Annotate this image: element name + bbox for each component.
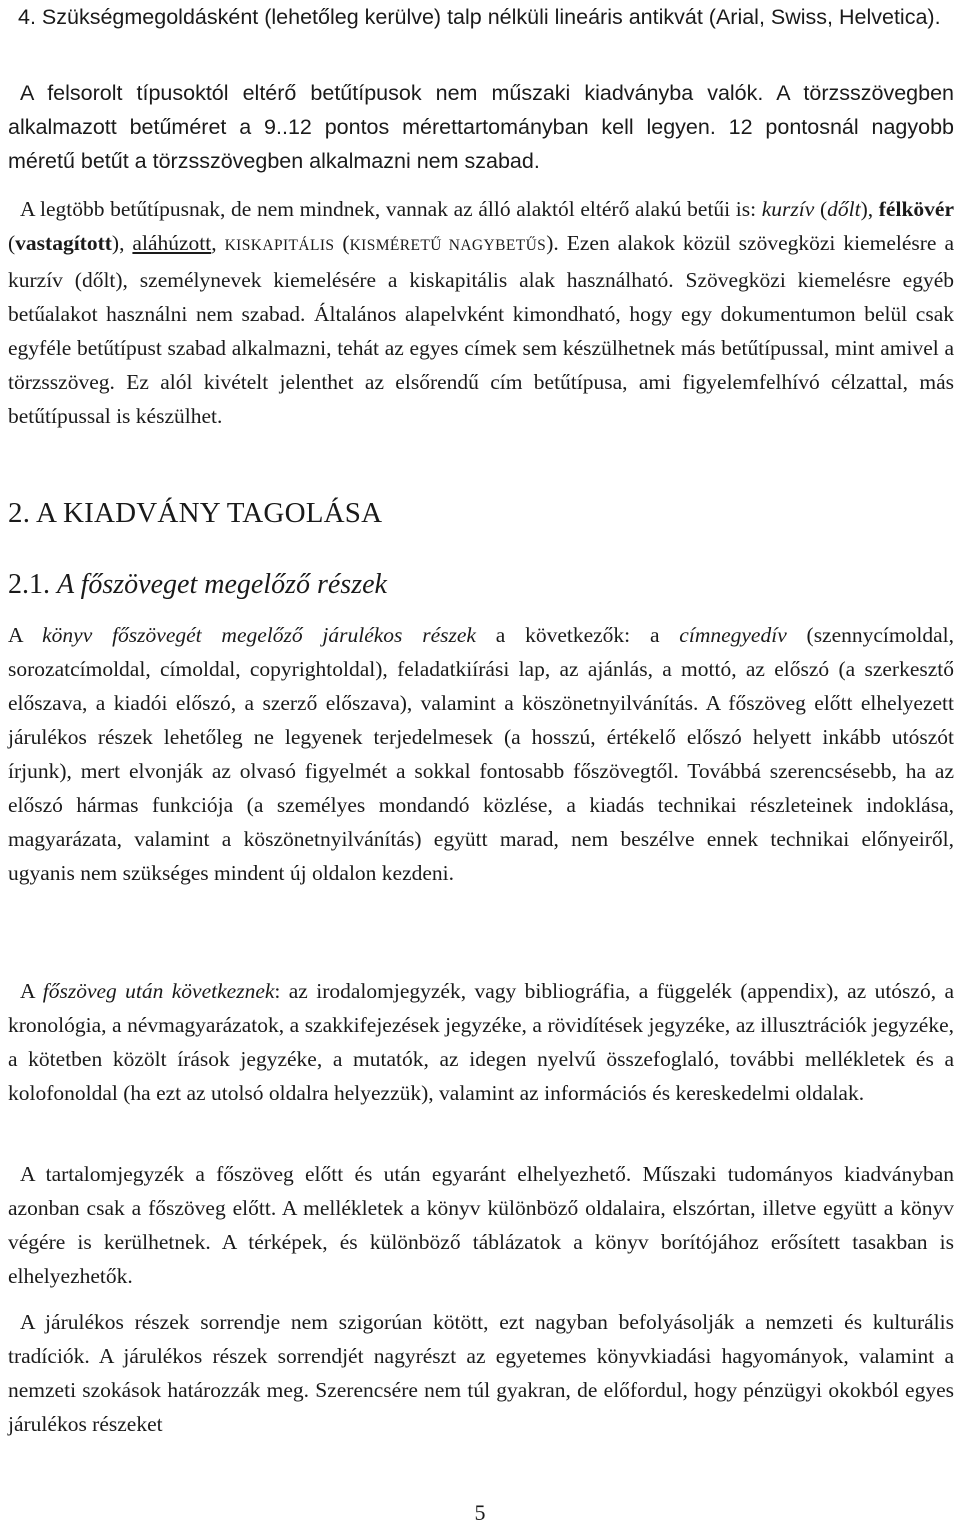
smallcaps-sample: KISKAPITÁLIS (224, 237, 335, 254)
text-span: a következők: a (475, 623, 680, 647)
text-span: ), (860, 197, 879, 221)
list-item-4 (18, 0, 960, 34)
text-span: ). Ezen alakok közül szövegközi kiemelésre a kurzív (dőlt), személynevek kiemelésére a kiskapitális alak használható. Szövegközi kiemelésre egyéb betűalakot használni nem szabad. Általános alapelvként kimondható, hogy egy dokumentumon belül csak egyféle betűtípust szabad alkalmazni, tehát az egyes címek sem készülhetnek más betűtípussal, mint amivel a törzsszöveg. Ez alól kivételt jelenthet az elsőrendű cím betűtípusa, ami figyelemfelhívó célzattal, más betűtípussal is készülhet. (8, 231, 954, 428)
list-number: 4. (18, 5, 36, 29)
text-span: , (211, 231, 225, 255)
paragraph-back-matter (8, 974, 954, 1110)
section-heading: 2. A KIADVÁNY TAGOLÁSA (8, 497, 383, 529)
text-span: A (8, 623, 43, 647)
italic-sample: dőlt (827, 197, 861, 221)
subsection-title: A főszöveget megelőző részek (57, 569, 387, 600)
subsection-number: 2.1. (8, 569, 50, 600)
bold-sample: vastagított (15, 231, 112, 255)
paragraph-front-matter (8, 618, 954, 890)
paragraph-letter-styles (8, 192, 954, 433)
paragraph-toc: A tartalomjegyzék a főszöveg előtt és után egyaránt elhelyezhető. Műszaki tudományos kiadványban azonban csak a főszöveg előtt. A mellékletek a könyv különböző oldalaira, elszórtan, illetve együtt a könyv végére is kerülhetnek. A térképek, és különböző táblázatok a könyv borítójához erősített tasakban is elhelyezhetők. (8, 1162, 954, 1288)
italic-term: könyv főszövegét megelőző járulékos részek (42, 623, 476, 647)
bold-sample: félkövér (878, 197, 954, 221)
italic-term: főszöveg után következnek (42, 979, 275, 1003)
underline-sample: aláhúzott (132, 231, 212, 255)
text-span: : az irodalomjegyzék, vagy bibliográfia, a függelék (appendix), az utószó, a kronológia, a névmagyarázatok, a szakkifejezések jegyzéke, a rövidítések jegyzéke, az illusztrációk jegyzéke, a kötetben közölt írások jegyzéke, a mutatók, az idegen nyelvű összefoglaló, további mellékletek és a kolofonoldal (ha ezt az utolsó oldalra helyezzük), valamint az információs és kereskedelmi oldalak. (8, 979, 955, 1105)
text-span: ), (111, 231, 133, 255)
text-span: (szennycímoldal, sorozatcímoldal, címoldal, copyrightoldal), feladatkiírási lap, az ajánlás, a mottó, az előszó (a szerkesztő előszava, a kiadói előszó, a szerző előszava), valamint a köszönetnyilvánítás. A főszöveg előtt elhelyezett járulékos részek lehetőleg ne legyenek terjedelmesek (a hosszú, értékelő előszó helyett inkább utószót írjunk), mert elvonják az olvasó figyelmét a sokkal fontosabb főszövegtől. Továbbá szerencsésebb, ha az előszó hármas funkciója (a személyes mondandó közlése, a kiadás technikai részleteinek indoklása, magyarázata, valamint a köszönetnyilvánítás) együtt marad, nem beszélve ennek technikai előnyeiről, ugyanis nem szükséges mindent új oldalon kezdeni. (8, 623, 954, 885)
paragraph-technical: A felsorolt típusoktól eltérő betűtípusok nem műszaki kiadványba valók. A törzsszövegben alkalmazott betűméret a 9..12 pontos mérettartományban kell legyen. 12 pontosnál nagyobb méretű betűt a törzsszövegben alkalmazni nem szabad. (8, 81, 954, 173)
subsection-heading (8, 569, 387, 601)
text-span: ( (8, 231, 16, 255)
list-text: Szükségmegoldásként (lehetőleg kerülve) talp nélküli lineáris antikvát (Arial, Swiss, Helvetica). (41, 5, 941, 29)
text-span: A legtöbb betűtípusnak, de nem mindnek, vannak az álló alaktól eltérő alakú betűi is: (20, 197, 762, 221)
page-number: 5 (474, 1500, 486, 1525)
text-span: ( (334, 231, 350, 255)
italic-sample: kurzív (761, 197, 815, 221)
smallcaps-sample: KISMÉRETŰ NAGYBETŰS (349, 237, 547, 254)
text-span: A (20, 979, 43, 1003)
paragraph-order: A járulékos részek sorrendje nem szigorúan kötött, ezt nagyban befolyásolják a nemzeti és kulturális tradíciók. A járulékos részek sorrendjét nagyrészt az egyetemes könyvkiadási hagyományok, valamint a nemzeti szokások határozzák meg. Szerencsére nem túl gyakran, de előfordul, hogy pénzügyi okokból egyes járulékos részeket (8, 1310, 954, 1436)
italic-term: címnegyedív (679, 623, 787, 647)
text-span: ( (814, 197, 828, 221)
